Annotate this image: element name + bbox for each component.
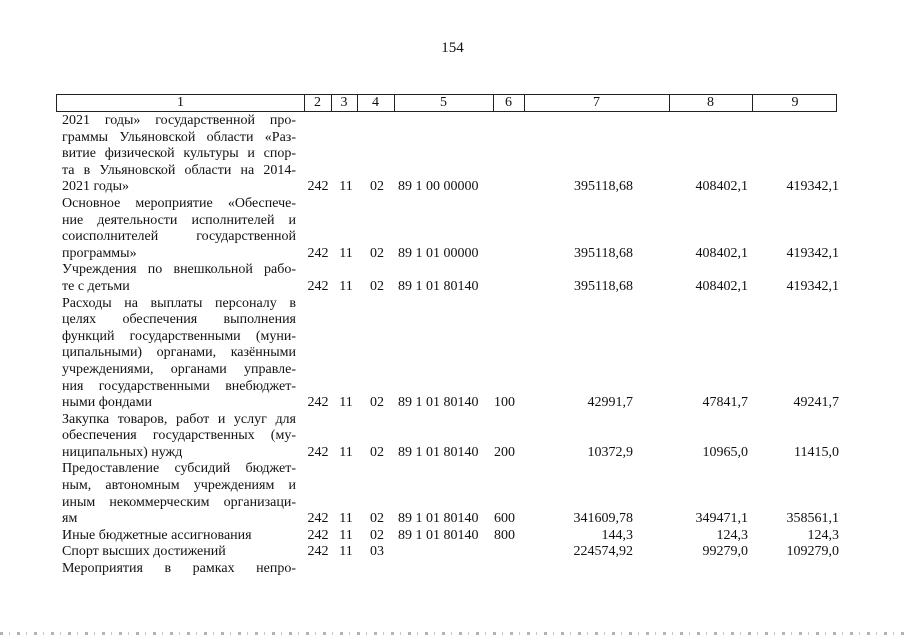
cell-c6: 200	[494, 444, 515, 460]
row-description: Мероприятия в рамках непро-	[62, 561, 296, 577]
cell-c3: 11	[339, 278, 353, 294]
header-cell-3: 3	[340, 95, 348, 110]
header-cell-9: 9	[791, 95, 799, 110]
row-description: обеспечения государственных (му-	[62, 428, 296, 444]
row-description: Закупка товаров, работ и услуг для	[62, 411, 296, 427]
table-row	[0, 130, 905, 147]
cell-c8: 408402,1	[695, 245, 748, 261]
cell-c6: 100	[494, 395, 515, 411]
table-row	[0, 229, 905, 246]
cell-c7: 395118,68	[574, 245, 633, 261]
table-row	[0, 428, 905, 445]
cell-c7: 10372,9	[587, 444, 633, 460]
table-row	[0, 196, 905, 213]
row-description: 2021 годы» государственной про-	[62, 113, 296, 128]
row-description: ния государственными внебюджет-	[62, 378, 296, 394]
cell-c7: 395118,68	[574, 179, 633, 195]
cell-c4: 02	[370, 444, 384, 460]
table-header	[56, 94, 837, 112]
cell-c2: 242	[307, 527, 329, 543]
cell-c5: 89 1 01 00000	[398, 245, 479, 261]
cell-c4: 02	[370, 245, 384, 261]
row-description: те с детьми	[62, 278, 130, 294]
row-description: программы»	[62, 245, 137, 261]
table-row	[0, 561, 905, 578]
header-cell-2: 2	[314, 95, 321, 110]
cell-c4: 02	[370, 278, 384, 294]
table-row	[0, 329, 905, 346]
table-row	[0, 528, 905, 545]
table-body	[0, 113, 905, 578]
row-description: 2021 годы»	[62, 179, 130, 195]
cell-c8: 408402,1	[695, 278, 748, 294]
row-description: ние деятельности исполнителей и	[62, 212, 296, 228]
cell-c8: 408402,1	[695, 179, 748, 195]
cell-c5: 89 1 01 80140	[398, 511, 479, 527]
cell-c9: 109279,0	[786, 544, 839, 560]
cell-c8: 124,3	[716, 527, 748, 543]
table-row	[0, 345, 905, 362]
table-row	[0, 461, 905, 478]
row-description: граммы Ульяновской области «Раз-	[62, 129, 296, 145]
row-description: витие физической культуры и спор-	[62, 146, 296, 162]
table-row	[0, 412, 905, 429]
row-description: ными фондами	[62, 395, 153, 411]
cell-c2: 242	[307, 245, 329, 261]
table-row	[0, 262, 905, 279]
cell-c2: 242	[307, 179, 329, 195]
table-row	[0, 113, 905, 130]
cell-c3: 11	[339, 395, 353, 411]
header-cell-6: 6	[505, 95, 512, 110]
header-cell-1: 1	[177, 95, 184, 110]
table-row	[0, 445, 905, 462]
row-description: Основное мероприятие «Обеспече-	[62, 195, 296, 211]
header-cell-7: 7	[593, 95, 600, 110]
cell-c7: 42991,7	[587, 395, 633, 411]
cell-c2: 242	[307, 444, 329, 460]
cell-c5: 89 1 01 80140	[398, 395, 479, 411]
cell-c4: 02	[370, 395, 384, 411]
table-row	[0, 379, 905, 396]
cell-c9: 49241,7	[793, 395, 839, 411]
cell-c2: 242	[307, 395, 329, 411]
cell-c9: 419342,1	[786, 245, 839, 261]
row-description: та в Ульяновской области на 2014-	[62, 162, 296, 178]
cell-c3: 11	[339, 245, 353, 261]
cell-c3: 11	[339, 527, 353, 543]
header-cell-4: 4	[372, 95, 379, 110]
row-description: Иные бюджетные ассигнования	[62, 527, 252, 543]
row-description: ям	[62, 511, 78, 527]
table-row	[0, 213, 905, 230]
cell-c2: 242	[307, 278, 329, 294]
table-row	[0, 362, 905, 379]
row-description: целях обеспечения выполнения	[62, 312, 296, 328]
cell-c5: 89 1 01 80140	[398, 444, 479, 460]
cell-c6: 600	[494, 511, 515, 527]
cell-c2: 242	[307, 511, 329, 527]
row-description: иным некоммерческим организаци-	[62, 494, 296, 510]
table-row	[0, 312, 905, 329]
row-description: функций государственными (муни-	[62, 328, 296, 344]
cell-c2: 242	[307, 544, 329, 560]
cell-c3: 11	[339, 544, 353, 560]
table-row	[0, 279, 905, 296]
table-row	[0, 163, 905, 180]
table-row	[0, 146, 905, 163]
row-description: ниципальных) нужд	[62, 444, 183, 460]
cell-c5: 89 1 01 80140	[398, 527, 479, 543]
cell-c9: 419342,1	[786, 278, 839, 294]
row-description: учреждениями, органами управле-	[62, 361, 296, 377]
cell-c4: 02	[370, 511, 384, 527]
cell-c5: 89 1 01 80140	[398, 278, 479, 294]
cell-c8: 99279,0	[702, 544, 748, 560]
row-description: Предоставление субсидий бюджет-	[62, 461, 296, 477]
row-description: ципальными) органами, казёнными	[62, 345, 296, 361]
cell-c3: 11	[339, 179, 353, 195]
page-number: 154	[441, 40, 464, 56]
table-row	[0, 395, 905, 412]
cell-c7: 395118,68	[574, 278, 633, 294]
row-description: Спорт высших достижений	[62, 544, 226, 560]
cell-c8: 349471,1	[695, 511, 748, 527]
cell-c3: 11	[339, 511, 353, 527]
row-description: Расходы на выплаты персоналу в	[62, 295, 296, 311]
header-cell-8: 8	[707, 95, 714, 110]
cell-c9: 124,3	[807, 527, 839, 543]
cell-c7: 144,3	[601, 527, 633, 543]
cell-c8: 47841,7	[702, 395, 748, 411]
cell-c4: 03	[370, 544, 384, 560]
table-row	[0, 296, 905, 313]
table-row	[0, 179, 905, 196]
cell-c4: 02	[370, 527, 384, 543]
cell-c7: 224574,92	[573, 544, 633, 560]
table-row	[0, 511, 905, 528]
row-description: соисполнителей государственной	[62, 229, 296, 245]
cell-c7: 341609,78	[573, 511, 633, 527]
table-row	[0, 544, 905, 561]
table-row	[0, 478, 905, 495]
cell-c9: 358561,1	[786, 511, 839, 527]
cell-c4: 02	[370, 179, 384, 195]
header-cell-5: 5	[440, 95, 447, 110]
cell-c8: 10965,0	[702, 444, 748, 460]
table-row	[0, 495, 905, 512]
table-row	[0, 246, 905, 263]
cell-c9: 11415,0	[794, 444, 839, 460]
cell-c5: 89 1 00 00000	[398, 179, 479, 195]
cell-c9: 419342,1	[786, 179, 839, 195]
scan-edge-artifact	[0, 632, 905, 635]
row-description: ным, автономным учреждениям и	[62, 478, 296, 494]
row-description: Учреждения по внешкольной рабо-	[62, 262, 296, 278]
cell-c3: 11	[339, 444, 353, 460]
cell-c6: 800	[494, 527, 515, 543]
